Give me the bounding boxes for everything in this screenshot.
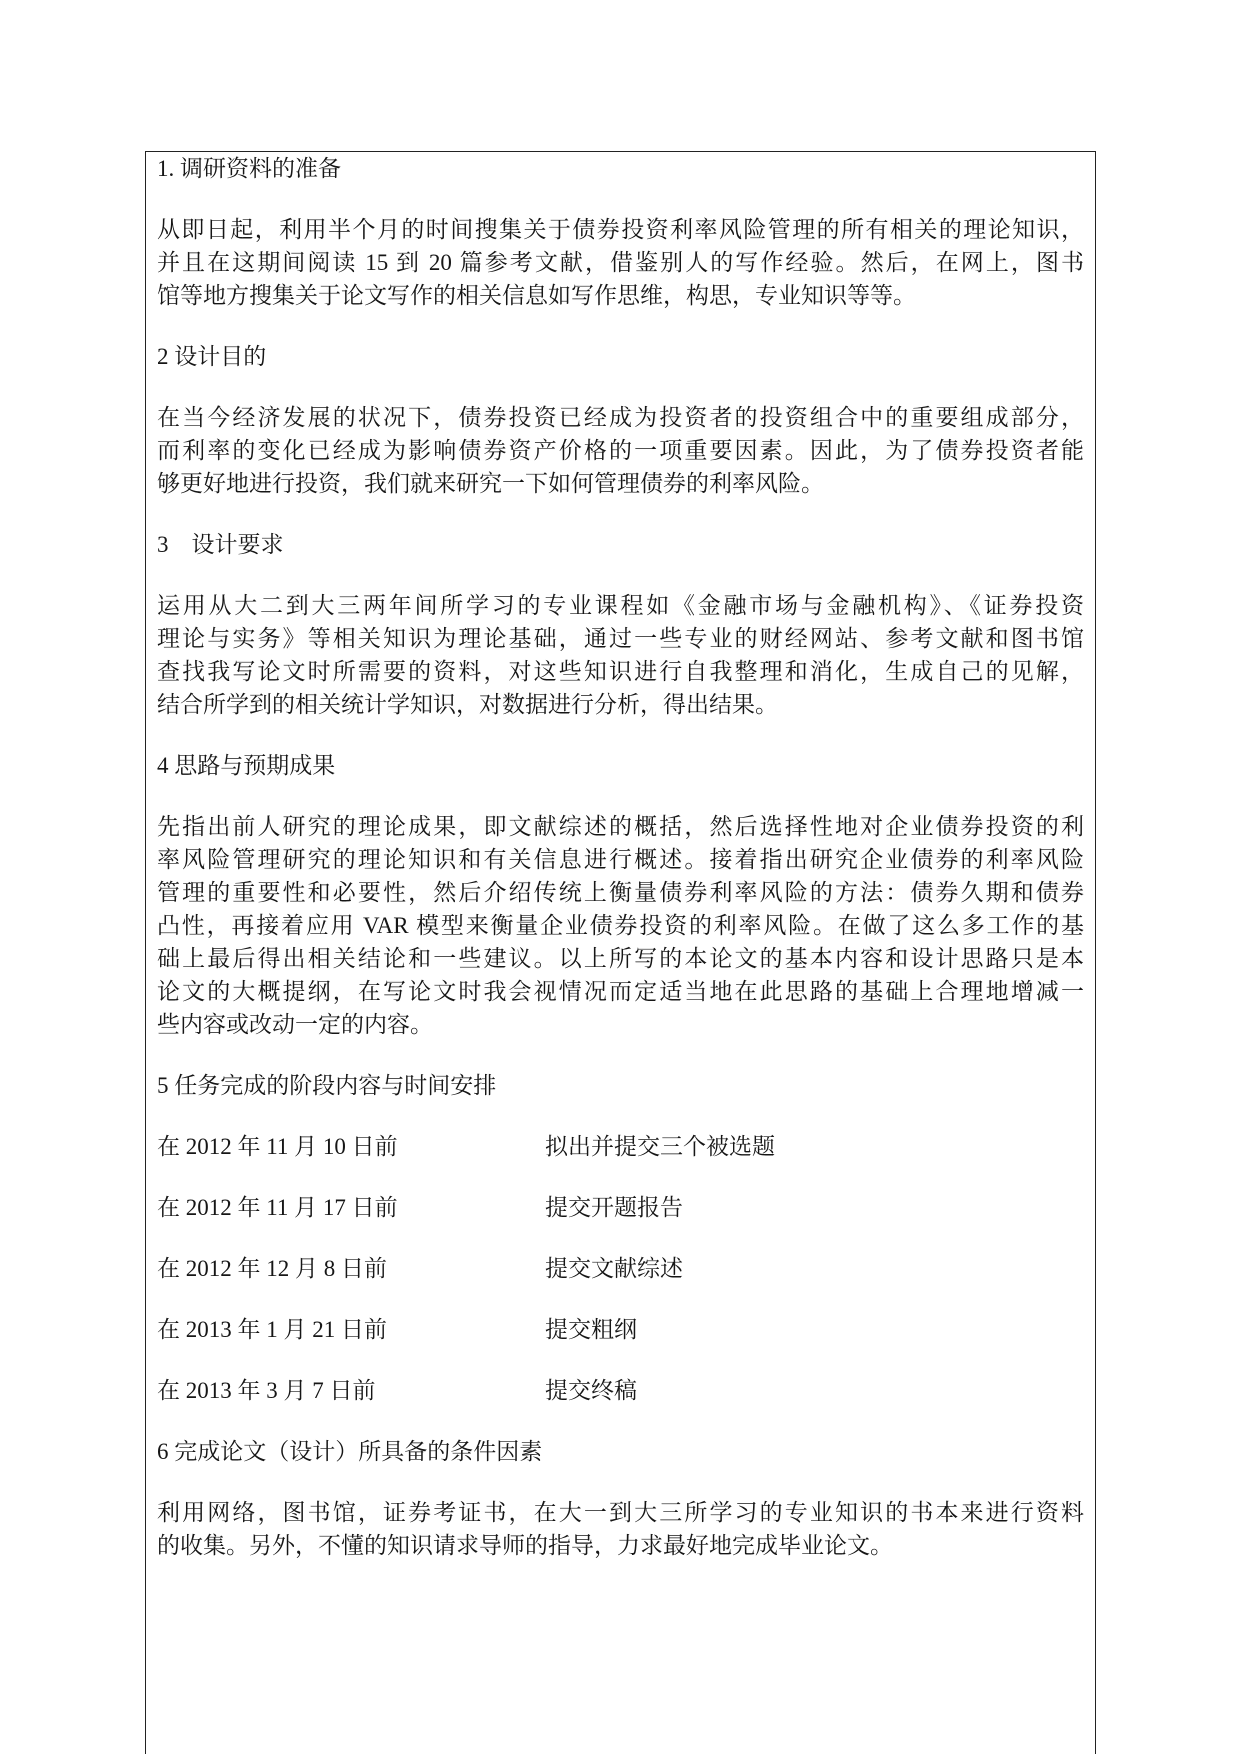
paragraph-line: 凸性，再接着应用 VAR 模型来衡量企业债券投资的利率风险。在做了这么多工作的基	[157, 913, 1084, 938]
paragraph-design-requirements	[157, 589, 1084, 721]
paragraph-line: 础上最后得出相关结论和一些建议。以上所写的本论文的基本内容和设计思路只是本	[157, 946, 1084, 971]
section-heading	[157, 749, 1084, 782]
schedule-task: 提交开题报告	[545, 1195, 683, 1220]
paragraph-line: 在当今经济发展的状况下，债券投资已经成为投资者的投资组合中的重要组成部分，	[157, 405, 1084, 430]
schedule-task: 提交终稿	[545, 1378, 637, 1403]
schedule-row	[157, 1374, 1084, 1407]
schedule-date: 在 2013 年 3 月 7 日前	[157, 1378, 376, 1403]
paragraph-line: 理论与实务》等相关知识为理论基础，通过一些专业的财经网站、参考文献和图书馆	[157, 626, 1084, 651]
schedule-date: 在 2012 年 11 月 17 日前	[157, 1195, 398, 1220]
paragraph-line: 的收集。另外，不懂的知识请求导师的指导，力求最好地完成毕业论文。	[157, 1533, 893, 1558]
paragraph-line: 论文的大概提纲，在写论文时我会视情况而定适当地在此思路的基础上合理地增减一	[157, 979, 1084, 1004]
paragraph-line: 馆等地方搜集关于论文写作的相关信息如写作思维，构思，专业知识等等。	[157, 283, 916, 308]
paragraph-line: 够更好地进行投资，我们就来研究一下如何管理债券的利率风险。	[157, 471, 824, 496]
schedule-task: 提交粗纲	[545, 1317, 637, 1342]
paragraph-line: 运用从大二到大三两年间所学习的专业课程如《金融市场与金融机构》、《证券投资	[157, 593, 1084, 618]
paragraph-line: 利用网络，图书馆，证券考证书，在大一到大三所学习的专业知识的书本来进行资料	[157, 1500, 1084, 1525]
schedule-date: 在 2012 年 12 月 8 日前	[157, 1256, 387, 1281]
schedule-row	[157, 1130, 1084, 1163]
paragraph-line: 而利率的变化已经成为影响债券资产价格的一项重要因素。因此，为了债券投资者能	[157, 438, 1084, 463]
section-heading	[157, 152, 1084, 185]
section-heading	[157, 1069, 1084, 1102]
schedule-date: 在 2013 年 1 月 21 日前	[157, 1317, 387, 1342]
section-heading	[157, 340, 1084, 373]
paragraph-line: 些内容或改动一定的内容。	[157, 1012, 433, 1037]
paragraph-conditions	[157, 1496, 1084, 1562]
paragraph-design-purpose	[157, 401, 1084, 500]
paragraph-line: 并且在这期间阅读 15 到 20 篇参考文献，借鉴别人的写作经验。然后，在网上，图书	[157, 250, 1084, 275]
paragraph-line: 管理的重要性和必要性，然后介绍传统上衡量债券利率风险的方法：债券久期和债券	[157, 880, 1084, 905]
paragraph-line: 先指出前人研究的理论成果，即文献综述的概括，然后选择性地对企业债券投资的利	[157, 814, 1084, 839]
section-heading	[157, 1435, 1084, 1468]
schedule-date: 在 2012 年 11 月 10 日前	[157, 1134, 398, 1159]
heading-schedule: 5 任务完成的阶段内容与时间安排	[157, 1073, 497, 1098]
paragraph-line: 结合所学到的相关统计学知识，对数据进行分析，得出结果。	[157, 692, 778, 717]
paragraph-approach-and-outcomes	[157, 810, 1084, 1041]
paragraph-line: 率风险管理研究的理论知识和有关信息进行概述。接着指出研究企业债券的利率风险	[157, 847, 1084, 872]
section-heading	[157, 528, 1084, 561]
heading-conditions: 6 完成论文（设计）所具备的条件因素	[157, 1439, 543, 1464]
schedule-row	[157, 1191, 1084, 1224]
document-table-cell	[145, 151, 1096, 1754]
heading-design-requirements: 3 设计要求	[157, 532, 284, 557]
paragraph-line: 从即日起，利用半个月的时间搜集关于债券投资利率风险管理的所有相关的理论知识，	[157, 217, 1084, 242]
heading-design-purpose: 2 设计目的	[157, 344, 267, 369]
schedule-task: 拟出并提交三个被选题	[545, 1134, 775, 1159]
paragraph-line: 查找我写论文时所需要的资料，对这些知识进行自我整理和消化，生成自己的见解，	[157, 659, 1084, 684]
heading-approach-and-outcomes: 4 思路与预期成果	[157, 753, 336, 778]
schedule-task: 提交文献综述	[545, 1256, 683, 1281]
schedule-row	[157, 1252, 1084, 1285]
heading-research-preparation: 1. 调研资料的准备	[157, 156, 341, 181]
paragraph-research-preparation	[157, 213, 1084, 312]
schedule-row	[157, 1313, 1084, 1346]
